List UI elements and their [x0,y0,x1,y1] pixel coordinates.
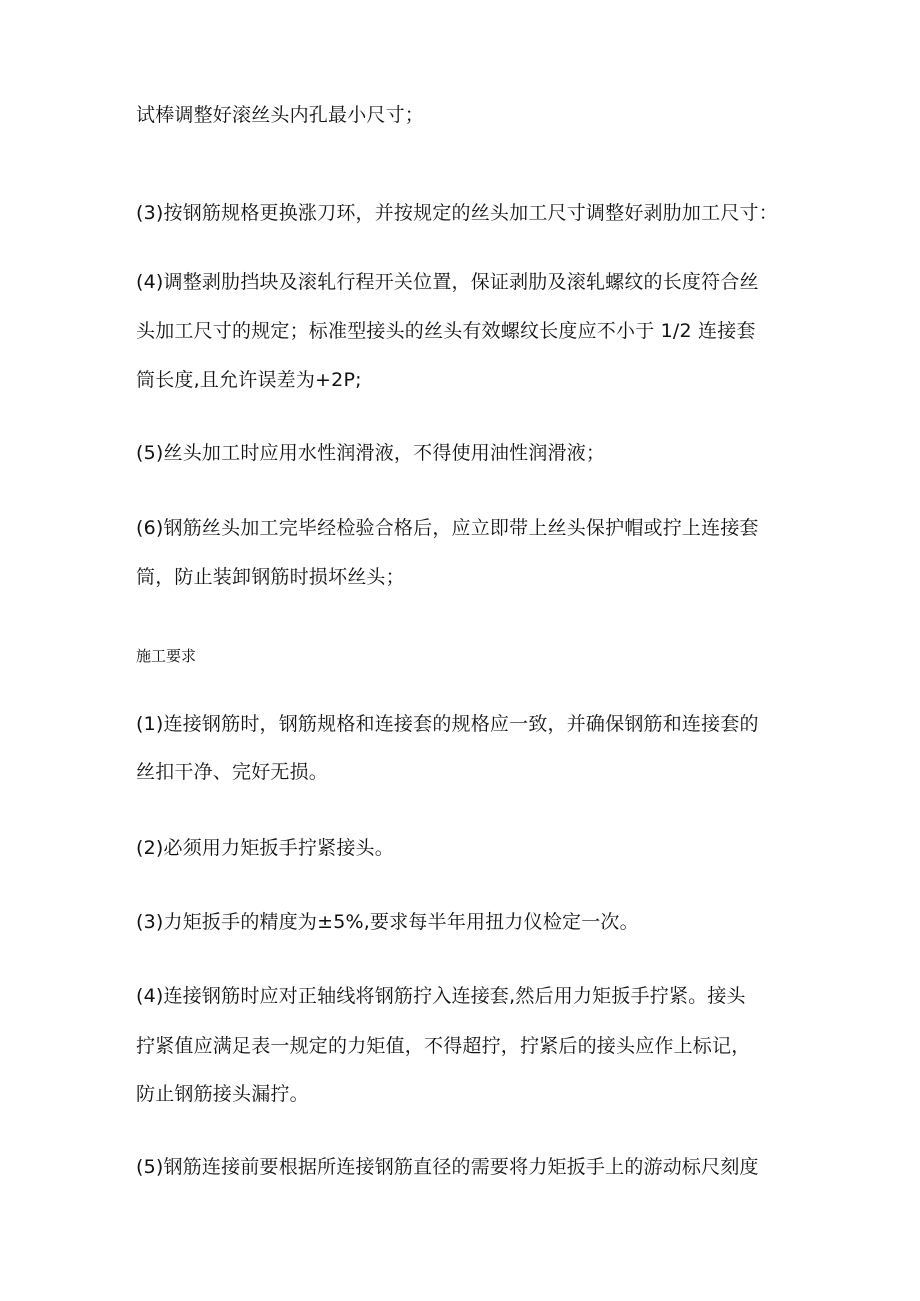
paragraph-line: (3)按钢筋规格更换涨刀环，并按规定的丝头加工尺寸调整好剥肋加工尺寸： [136,202,778,224]
section-heading: 施工要求 [136,647,197,665]
paragraph-line: 筒，防止装卸钢筋时损坏丝头； [136,566,405,588]
paragraph-line: (4)调整剥肋挡块及滚轧行程开关位置，保证剥肋及滚轧螺纹的长度符合丝 [136,271,759,293]
paragraph-line: (3)力矩扳手的精度为±5%,要求每半年用扭力仪检定一次。 [136,911,639,933]
paragraph-line: (5)钢筋连接前要根据所连接钢筋直径的需要将力矩扳手上的游动标尺刻度 [136,1156,759,1178]
paragraph-line: 试棒调整好滚丝头内孔最小尺寸； [136,104,425,126]
paragraph-line: (4)连接钢筋时应对正轴线将钢筋拧入连接套,然后用力矩扳手拧紧。接头 [136,985,746,1007]
paragraph-line: (6)钢筋丝头加工完毕经检验合格后，应立即带上丝头保护帽或拧上连接套 [136,517,759,539]
paragraph-line: 头加工尺寸的规定；标准型接头的丝头有效螺纹长度应不小于 1/2 连接套 [136,320,756,342]
paragraph-line: 丝扣干净、完好无损。 [136,761,329,783]
paragraph-line: 拧紧值应满足表一规定的力矩值，不得超拧，拧紧后的接头应作上标记， [136,1035,751,1057]
paragraph-line: (2)必须用力矩扳手拧紧接头。 [136,837,394,859]
paragraph-line: 筒长度,且允许误差为+2P; [136,369,362,391]
paragraph-line: 防止钢筋接头漏拧。 [136,1083,309,1105]
paragraph-line: (1)连接钢筋时，钢筋规格和连接套的规格应一致，并确保钢筋和连接套的 [136,713,759,735]
paragraph-line: (5)丝头加工时应用水性润滑液，不得使用油性润滑液； [136,442,606,464]
